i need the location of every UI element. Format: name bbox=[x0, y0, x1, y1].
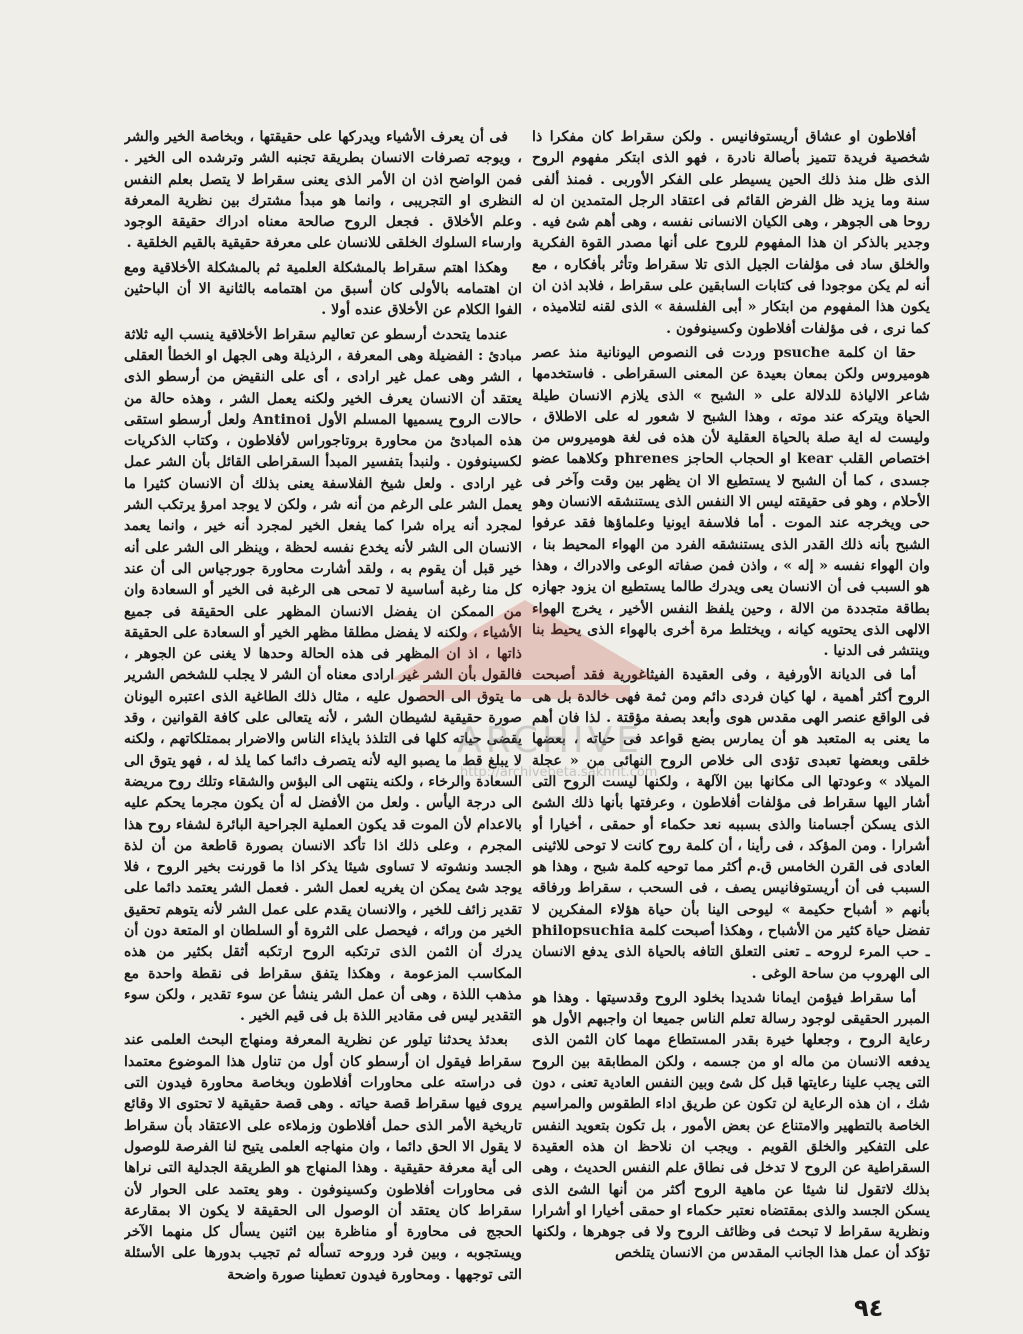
paragraph: حقا ان كلمة ‎psuche‎ وردت فى النصوص اليونانية منذ عصر هوميروس ولكن بمعان بعيدة عن المعنى السقراطى . فاستخدمها شاعر الالياذة للدلالة على « الشبح » الذى يلازم الانسان طيلة الحياة ويتركه عند موته ، وهذا الشبح لا شعور له على الاطلاق ، وليست له اية صلة بالحياة العقلية لأن هذه فى لغة هوميروس من اختصاص القلب ‎kear‎ او الحجاب الحاجز ‎phrenes‎ وكلاهما عضو جسدى ، كما أن الشبح لا يستطيع الا ان يظهر بين وقت وآخر فى الأحلام ، وهو فى حقيقته ليس الا النفس الذى يستنشقه الانسان وهو حى ويخرجه عند الموت . أما فلاسفة ايونيا وعلماؤها فقد عرفوا الشبح بأنه ذلك القدر الذى يستنشقه الفرد من الهواء المحيط بنا ، وان الهواء نفسه « إله » ، واذن فمن صفاته الوعى والادراك ، وهذا هو السبب فى أن الانسان يعى ويدرك طالما يستطيع ان يزود جهازه بطاقة متجددة من الالة ، وحين يلفظ النفس الأخير ، يخرج الهواء الالهى الذى يحتويه كيانه ، ويختلط مرة أخرى بالهواء الذى يحيط بنا وينتشر فى الدنيا . bbox=[532, 344, 930, 660]
watermark-url: http://archivebeta.sakhrit.com bbox=[460, 765, 658, 780]
paragraph: أفلاطون او عشاق أريستوفانيس . ولكن سقراط كان مفكرا ذا شخصية فريدة تتميز بأصالة نادرة ، فهو الذى ابتكر مفهوم الروح الذى ظل منذ ذلك الحين يسيطر على الفكر الأوربى . فمنذ ألفى سنة وما يزيد ظل الفرض القائم فى اعتقاد الرجل المتمدين ان له روحا هى الجوهر ، وهى الكيان الانسانى نفسه ، وهى أهم شئ فيه . وجدير بالذكر ان هذا المفهوم للروح على أنها مصدر القوة الفكرية والخلق ساد فى مؤلفات الجيل الذى تلا سقراط وتأثر بأفكاره ، مع أنه لم يكن موجودا فى كتابات السابقين على سقراط ، فلابد اذن ان يكون هذا المفهوم من ابتكار « أبى الفلسفة » الذى لقنه لتلاميذه ، كما نرى ، فى مؤلفات أفلاطون وكسينوفون . bbox=[532, 129, 930, 337]
paragraph: فى أن يعرف الأشياء ويدركها على حقيقتها ، وبخاصة الخير والشر ، ويوجه تصرفات الانسان بطريقة تجنبه الشر وترشده الى الخير . فمن الواضح اذن ان الأمر الذى يعنى سقراط لا يتصل بعلم النفس النظرى او التجريبى ، وانما هو مبدأ مشترك بين نظرية المعرفة وعلم الأخلاق . فجعل الروح صالحة معناه ادراك حقيقة الوجود وارساء السلوك الخلقى للانسان على معرفة حقيقية بالقيم الخلقية . bbox=[124, 129, 522, 252]
page-number: ٩٤ bbox=[854, 1294, 884, 1322]
paragraph: وهكذا اهتم سقراط بالمشكلة العلمية ثم بالمشكلة الأخلاقية ومع ان اهتمامه بالأولى كان أسبق من اهتمامه بالثانية الا أن الباحثين الفوا الكلام عن الأخلاق عنده أولا . bbox=[124, 259, 522, 319]
text-column-left bbox=[124, 127, 522, 1287]
paragraph: أما فى الديانة الأورفية ، وفى العقيدة الفيثاغورية فقد أصبحت الروح أكثر أهمية ، لها كيان فردى دائم ومن ثمة فهى خالدة بل هى فى الواقع عنصر الهى مقدس هوى وأبعد بصفة مؤقتة . لذا فان أهم ما يعنى به المتعبد هو أن يمارس بضع قواعد فى حياته ، بعضها خلقى وبعضها تعبدى تؤدى الى خلاص الروح النهائى من « عجلة الميلاد » وعودتها الى مكانها بين الآلهة ، ولكنها ليست الروح التى أشار اليها سقراط فى مؤلفات أفلاطون ، وعرفتها بأنها ذلك الشئ الذى يسكن أجسامنا والذى بسببه نعد حكماء أو حمقى ، أخيارا أو أشرارا . ومن المؤكد ، فى رأينا ، أن كلمة روح كانت لا توحى للاثينى العادى فى القرن الخامس ق.م أكثر مما توحيه كلمة شبح ، وهذا هو السبب فى أن أريستوفانيس يصف ، فى السحب ، سقراط ورفاقه بأنهم « أشباح حكيمة » ليوحى الينا بأن حياة هؤلاء المفكرين لا تفضل حياة كثير من الأشباح ، وهكذا أصبحت كلمة ‎philopsuchia‎ ـ حب المرء لروحه ـ تعنى التعلق التافه بالحياة الذى يدفع الانسان الى الهروب من ساحة الوغى . bbox=[532, 667, 930, 982]
text-column-right bbox=[532, 127, 930, 1287]
paragraph: عندما يتحدث أرسطو عن تعاليم سقراط الأخلاقية ينسب اليه ثلاثة مبادئ : الفضيلة وهى المعرفة ، الرذيلة وهى الجهل او الخطأ العقلى ، الشر وهى عمل غير ارادى ، أى على النقيض من أرسطو الذى يعتقد أن الانسان يعرف الخير ولكنه يعمل الشر ، وهذه حالة من حالات الروح يسميها المسلم الأول ‎Antinoi‎ ولعل أرسطو استقى هذه المبادئ من محاورة بروتاجوراس لأفلاطون ، وكتاب الذكريات لكسينوفون . ولنبدأ بتفسير المبدأ السقراطى القائل بأن الشر عمل غير ارادى . ولعل شيخ الفلاسفة يعنى بذلك أن الانسان كثيرا ما يعمل الشر على الرغم من أنه شر ، ولكن لا يوجد امرؤ يرتكب الشر لمجرد أنه يراه شرا كما يفعل الخير لمجرد أنه خير ، وانما يعمد الانسان الى الشر لأنه يخدع نفسه لحظة ، وينظر الى الشر على أنه خير قبل أن يقوم به ، ولقد أشارت محاورة جورجياس الى أن عند كل منا رغبة أساسية لا تمحى هى الرغبة فى الخير أو السعادة وان من الممكن ان يفضل الانسان المظهر على الحقيقة فى جميع الأشياء ، ولكنه لا يفضل مطلقا مظهر الخير أو السعادة على الحقيقة ذاتها ، اذ ان المظهر فى هذه الحالة وحدها لا يغنى عن الجوهر ، فالقول بأن الشر غير ارادى معناه أن الشر لا يجلب للشخص الشرير ما يتوق الى الحصول عليه ، مثال ذلك الطاغية الذى اعتبره اليونان صورة حقيقية لشيطان الشر ، لأنه يتعالى على كافة القوانين ، وقد يقضى حياته كلها فى التلذذ بايذاء الناس والاضرار بممتلكاتهم ، ولكنه لا يبلغ قط ما يصبو اليه لأنه يتصرف دائما كما يلذ له ، فهو يتوق الى السعادة والرخاء ، ولكنه ينتهى الى البؤس والشقاء وتلك روح مريضة الى درجة اليأس . ولعل من الأفضل له أن يكون مجرما يحكم عليه بالاعدام لأن الموت قد يكون العملية الجراحية البائرة لشفاء روح هذا المجرم ، وعلى ذلك اذا تأكد الانسان بصورة قاطعة من أن لذة الجسد ونشوته لا تساوى شيئا يذكر اذا ما قورنت بخير الروح ، فلا يوجد شئ يمكن ان يغريه لعمل الشر . فعمل الشر يعتمد دائما على تقدير زائف للخير ، والانسان يقدم على عمل الشر لأنه يتوهم تحقيق الخير من ورائه ، فيحصل على الثروة أو السلطان او المتعة دون أن يدرك أن الثمن الذى ترتكبه الروح ارتكبه أثقل بكثير من هذه المكاسب المزعومة ، وهكذا يتفق سقراط فى نقطة واحدة مع مذهب اللذة ، وهى أن عمل الشر ينشأ عن سوء تقدير ، ولكن سوء التقدير ليس فى مقادير اللذة بل فى قيم الخير . bbox=[124, 326, 522, 1025]
watermark-text: ARCHIVE bbox=[456, 720, 644, 761]
paragraph: أما سقراط فيؤمن ايمانا شديدا بخلود الروح وقدسيتها . وهذا هو المبرر الحقيقى لوجود رسالة تعلم الناس جميعا ان واجبهم الأول هو رعاية الروح ، وجعلها خيرة بقدر المستطاع مهما كان الثمن الذى يدفعه الانسان من ماله او من جسمه ، ولكن المطابقة بين الروح التى يجب علينا رعايتها قبل كل شئ وبين النفس العادية تعنى ، دون شك ، ان هذه الرعاية لن تكون عن طريق اداء الطقوس والمراسيم الخاصة بالتطهير والامتناع عن بعض الأمور ، بل تكون بتعويد النفس على التفكير والخلق القويم . ويجب ان نلاحظ ان هذه العقيدة السقراطية عن الروح لا تدخل فى نطاق علم النفس الحديث ، وهى بذلك لاتقول لنا شيئا عن ماهية الروح أكثر من أنها الشئ الذى يسكن الجسد والذى بمقتضاه نعتبر حكماء او حمقى أخيارا او أشرارا ونظرية سقراط لا تبحث فى وظائف الروح ولا فى جوهرها ، ولكنها تؤكد أن عمل هذا الجانب المقدس من الانسان يتلخص bbox=[532, 989, 930, 1262]
paragraph: بعدئذ يحدثنا تيلور عن نظرية المعرفة ومنهاج البحث العلمى عند سقراط فيقول ان أرسطو كان أول من تناول هذا الموضوع معتمدا فى دراسته على محاورات أفلاطون وبخاصة محاورة فيدون التى يروى فيها سقراط قصة حياته . وهى قصة حقيقية لا تحتوى الا وقائع تاريخية الأمر الذى حمل أفلاطون وزملاءه على الاعتقاد بأن سقراط لا يقول الا الحق دائما ، وان منهاجه العلمى يتيح لنا الفرصة للوصول الى أية معرفة حقيقية . وهذا المنهاج هو الطريقة الجدلية التى نراها فى محاورات أفلاطون وكسينوفون . وهو يعتمد على الحوار لأن سقراط كان يعتقد أن الوصول الى الحقيقة لا يكون الا بمقارعة الحجج فى محاورة أو مناظرة بين اثنين يسأل كل منهما الآخر ويستجوبه ، وبين فرد وروحه تسأله ثم تجيب بدورها على الأسئلة التى توجهها . ومحاورة فيدون تعطينا صورة واضحة bbox=[124, 1032, 522, 1283]
